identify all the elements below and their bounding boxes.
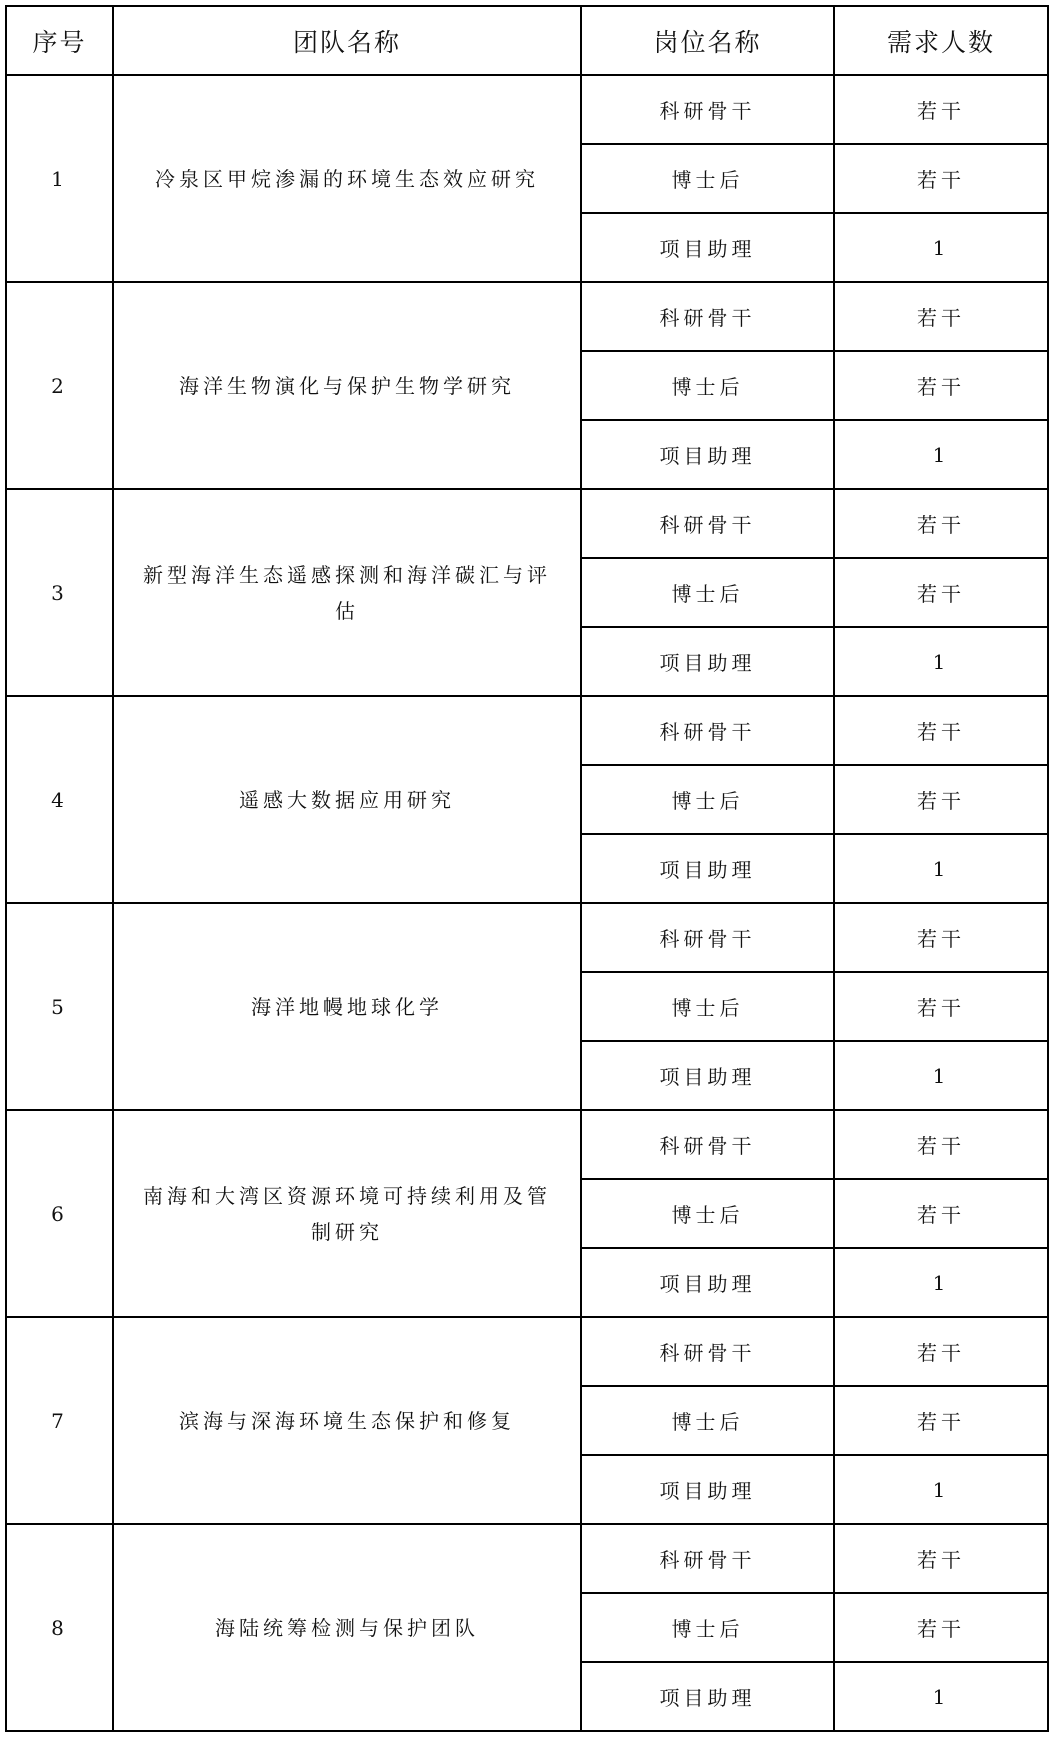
table-row [6, 282, 1048, 351]
table-row [6, 696, 1048, 765]
team-name-cell [113, 489, 581, 696]
position-cell: 科研骨干 [581, 489, 834, 558]
count-cell: 若干 [834, 1386, 1048, 1455]
position-cell: 项目助理 [581, 627, 834, 696]
position-cell: 科研骨干 [581, 1317, 834, 1386]
position-cell: 项目助理 [581, 1455, 834, 1524]
count-cell: 若干 [834, 903, 1048, 972]
header-team: 团队名称 [113, 6, 581, 75]
team-name-cell [113, 1317, 581, 1524]
count-cell: 若干 [834, 972, 1048, 1041]
position-cell: 科研骨干 [581, 1524, 834, 1593]
count-cell: 若干 [834, 282, 1048, 351]
header-row [6, 6, 1048, 75]
team-name-cell [113, 903, 581, 1110]
count-cell: 若干 [834, 144, 1048, 213]
team-seq-cell: 4 [6, 696, 113, 903]
count-cell: 1 [834, 834, 1048, 903]
position-cell: 项目助理 [581, 420, 834, 489]
table-row [6, 1110, 1048, 1179]
table-row [6, 903, 1048, 972]
count-cell: 若干 [834, 351, 1048, 420]
recruitment-table [5, 5, 1049, 1732]
position-cell: 博士后 [581, 1179, 834, 1248]
position-cell: 科研骨干 [581, 696, 834, 765]
count-cell: 若干 [834, 1317, 1048, 1386]
team-name: 新型海洋生态遥感探测和海洋碳汇与评估 [143, 562, 551, 623]
count-cell: 1 [834, 1662, 1048, 1731]
position-cell: 博士后 [581, 144, 834, 213]
count-cell: 1 [834, 213, 1048, 282]
count-cell: 若干 [834, 1110, 1048, 1179]
position-cell: 科研骨干 [581, 282, 834, 351]
team-seq-cell: 2 [6, 282, 113, 489]
position-cell: 博士后 [581, 558, 834, 627]
position-cell: 项目助理 [581, 1662, 834, 1731]
count-cell: 若干 [834, 1179, 1048, 1248]
header-seq: 序号 [6, 6, 113, 75]
position-cell: 项目助理 [581, 213, 834, 282]
position-cell: 博士后 [581, 1386, 834, 1455]
header-position: 岗位名称 [581, 6, 834, 75]
count-cell: 若干 [834, 696, 1048, 765]
team-name: 遥感大数据应用研究 [239, 787, 455, 812]
position-cell: 项目助理 [581, 1248, 834, 1317]
count-cell: 1 [834, 1455, 1048, 1524]
position-cell: 科研骨干 [581, 1110, 834, 1179]
count-cell: 1 [834, 1041, 1048, 1110]
team-name: 海洋地幔地球化学 [251, 994, 443, 1019]
team-name-cell [113, 1524, 581, 1731]
team-name: 南海和大湾区资源环境可持续利用及管制研究 [143, 1183, 551, 1244]
count-cell: 若干 [834, 489, 1048, 558]
count-cell: 若干 [834, 1593, 1048, 1662]
table-row [6, 75, 1048, 144]
team-seq-cell: 8 [6, 1524, 113, 1731]
team-name-cell [113, 75, 581, 282]
team-name: 海洋生物演化与保护生物学研究 [179, 373, 515, 398]
header-count: 需求人数 [834, 6, 1048, 75]
team-name-cell [113, 696, 581, 903]
team-seq-cell: 1 [6, 75, 113, 282]
count-cell: 若干 [834, 765, 1048, 834]
table-row [6, 1524, 1048, 1593]
count-cell: 若干 [834, 558, 1048, 627]
count-cell: 1 [834, 627, 1048, 696]
team-name-cell [113, 1110, 581, 1317]
position-cell: 项目助理 [581, 1041, 834, 1110]
table-body [6, 75, 1048, 1731]
position-cell: 博士后 [581, 972, 834, 1041]
count-cell: 1 [834, 1248, 1048, 1317]
position-cell: 博士后 [581, 351, 834, 420]
position-cell: 项目助理 [581, 834, 834, 903]
team-seq-cell: 5 [6, 903, 113, 1110]
position-cell: 科研骨干 [581, 75, 834, 144]
team-seq-cell: 7 [6, 1317, 113, 1524]
position-cell: 博士后 [581, 765, 834, 834]
position-cell: 博士后 [581, 1593, 834, 1662]
table-row [6, 489, 1048, 558]
team-name-cell [113, 282, 581, 489]
team-seq-cell: 3 [6, 489, 113, 696]
position-cell: 科研骨干 [581, 903, 834, 972]
team-seq-cell: 6 [6, 1110, 113, 1317]
team-name: 冷泉区甲烷渗漏的环境生态效应研究 [155, 166, 539, 191]
table-row [6, 1317, 1048, 1386]
count-cell: 若干 [834, 1524, 1048, 1593]
team-name: 滨海与深海环境生态保护和修复 [179, 1408, 515, 1433]
count-cell: 1 [834, 420, 1048, 489]
count-cell: 若干 [834, 75, 1048, 144]
team-name: 海陆统筹检测与保护团队 [215, 1615, 479, 1640]
